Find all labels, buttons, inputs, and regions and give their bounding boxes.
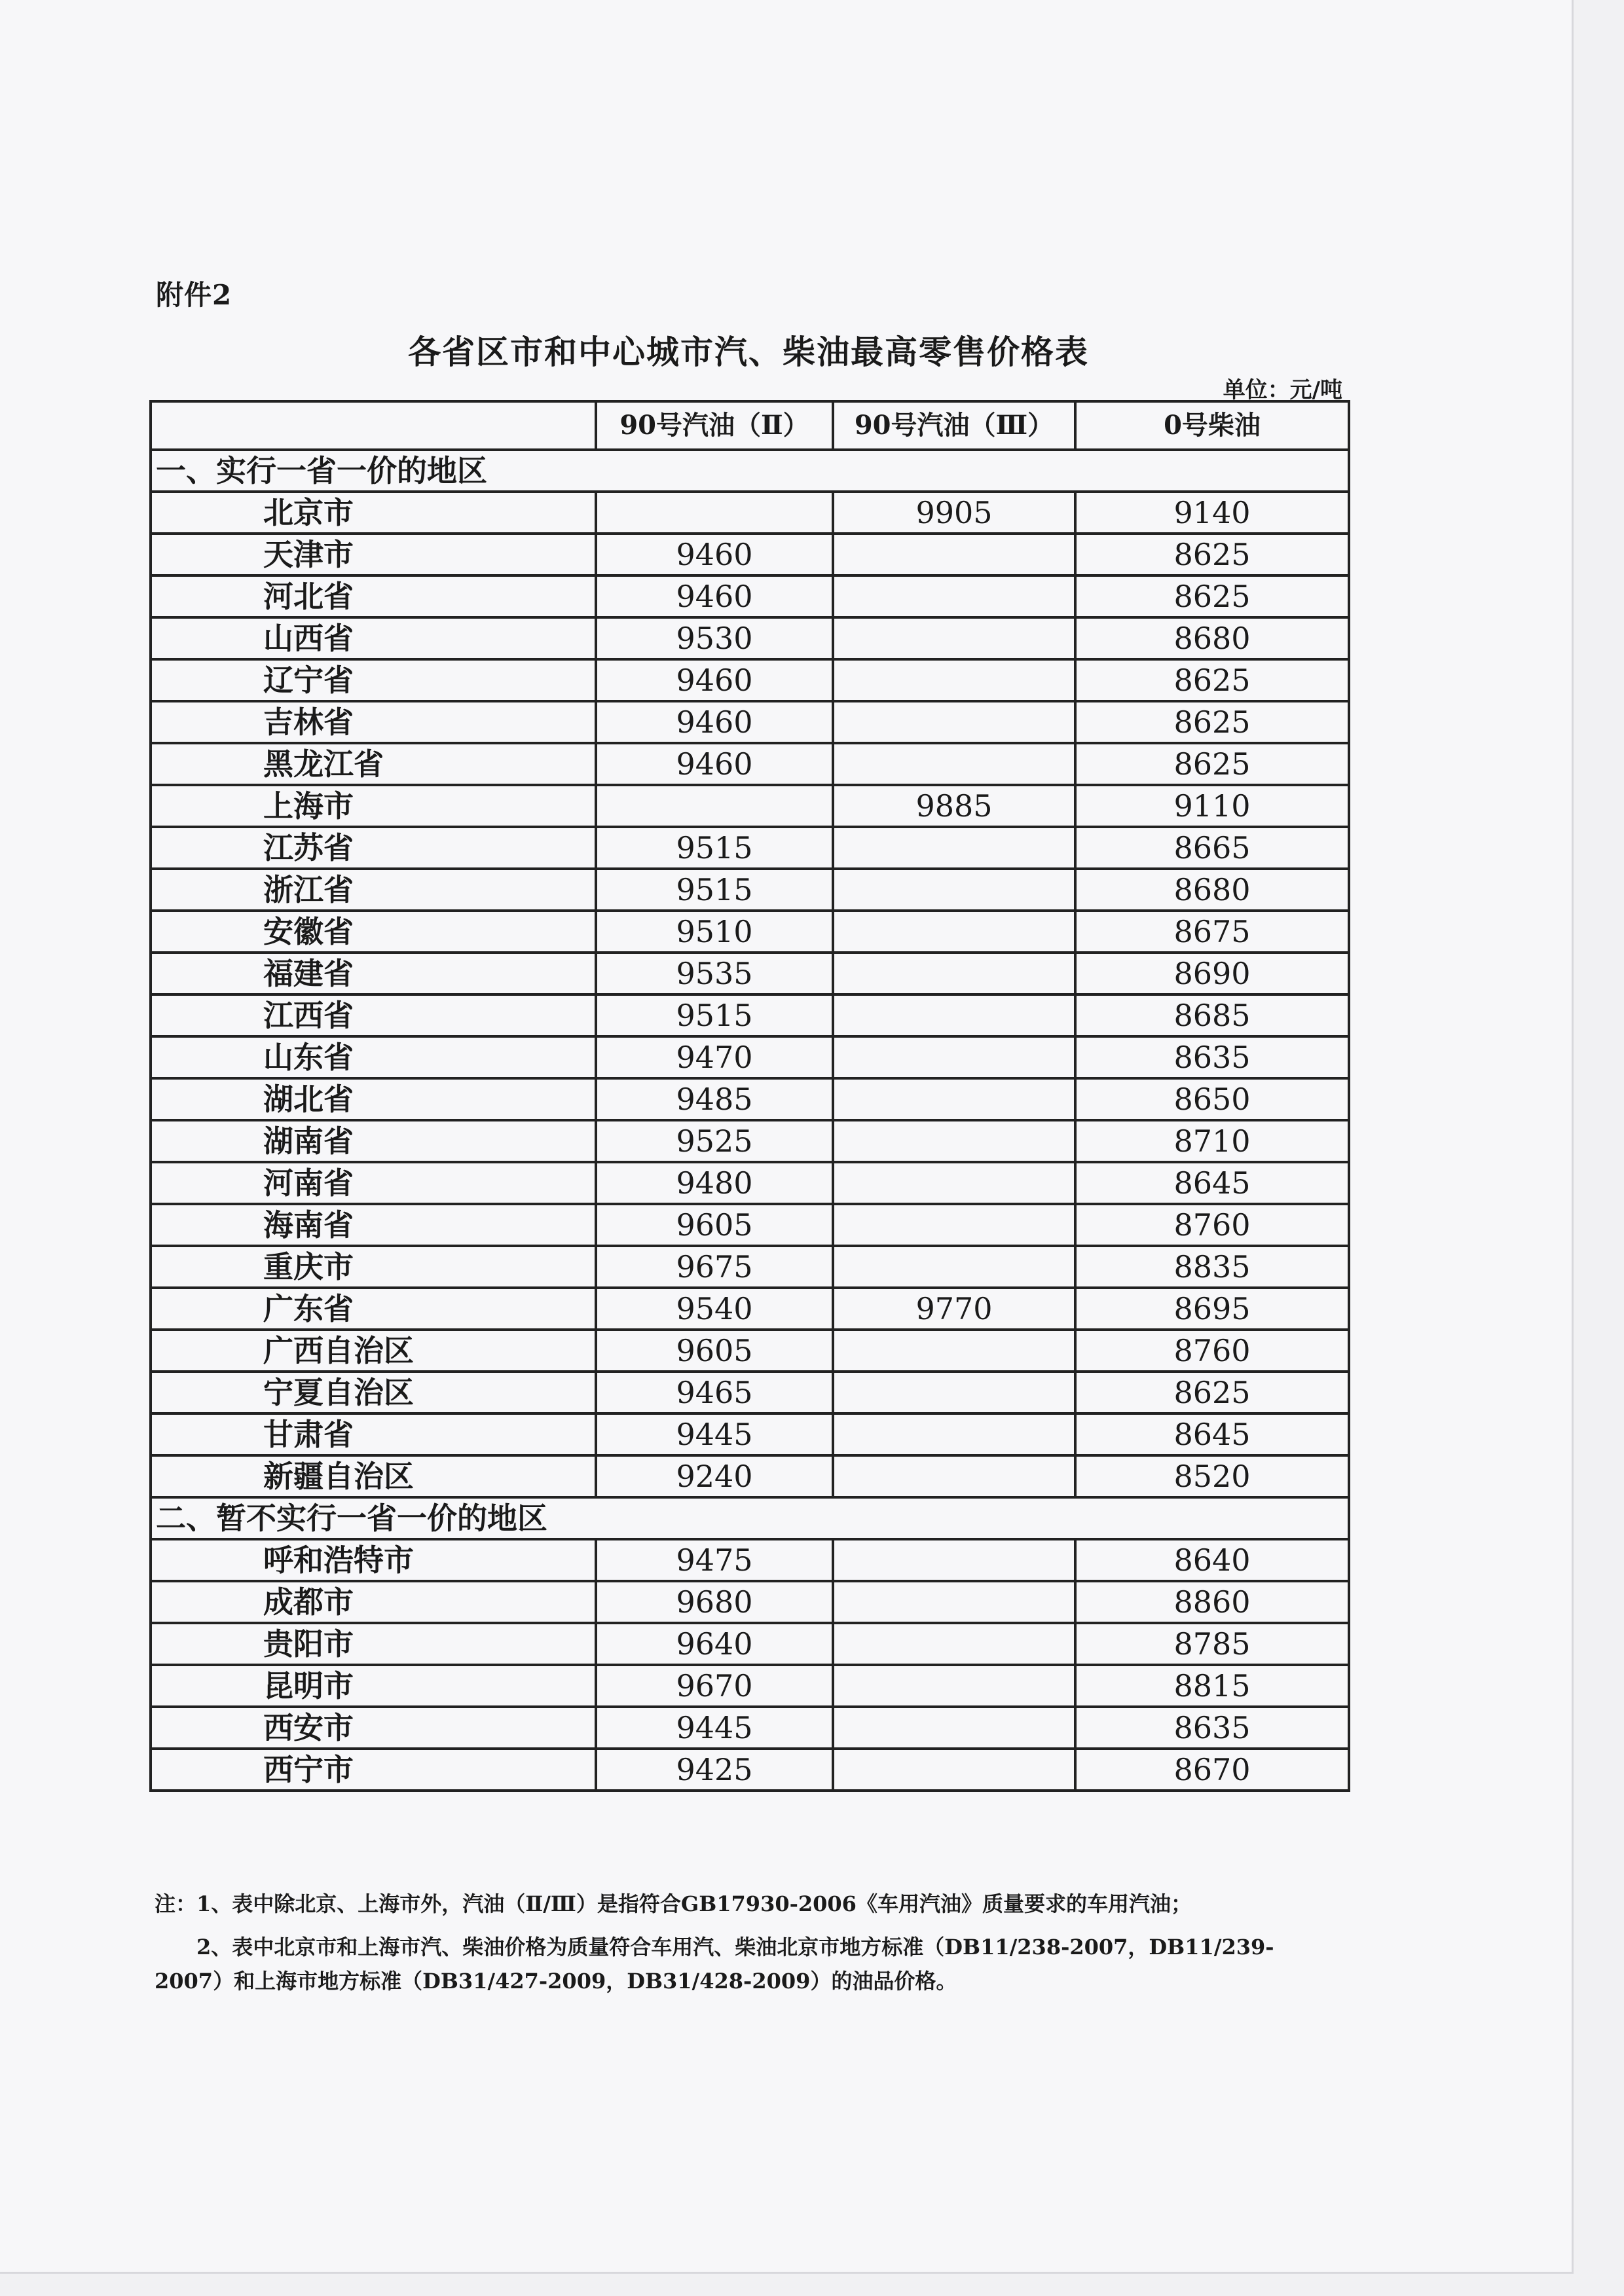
region-cell: 昆明市: [151, 1665, 596, 1707]
gasoline-90-iii-cell: [833, 1162, 1075, 1204]
region-cell: 山东省: [151, 1036, 596, 1078]
gasoline-90-ii-cell: 9605: [596, 1330, 833, 1372]
gasoline-90-iii-cell: [833, 869, 1075, 911]
table-header-row: [151, 401, 1349, 450]
region-cell: 安徽省: [151, 911, 596, 953]
region-cell: 辽宁省: [151, 659, 596, 701]
gasoline-90-iii-cell: [833, 1581, 1075, 1623]
gasoline-90-iii-cell: [833, 1413, 1075, 1455]
diesel-0-cell: 8670: [1075, 1749, 1349, 1791]
price-table: [149, 400, 1350, 1792]
table-row: [151, 1162, 1349, 1204]
gasoline-90-ii-cell: 9515: [596, 994, 833, 1036]
diesel-0-cell: 8675: [1075, 911, 1349, 953]
diesel-0-cell: 8680: [1075, 617, 1349, 659]
gasoline-90-ii-cell: 9470: [596, 1036, 833, 1078]
gasoline-90-ii-cell: [596, 492, 833, 534]
gasoline-90-iii-cell: [833, 575, 1075, 617]
gasoline-90-iii-cell: [833, 743, 1075, 785]
diesel-0-cell: 8520: [1075, 1455, 1349, 1497]
diesel-0-cell: 8680: [1075, 869, 1349, 911]
table-row: [151, 1455, 1349, 1497]
column-header-gasoline-90-ii: 90号汽油（Ⅱ）: [596, 401, 833, 450]
region-cell: 河南省: [151, 1162, 596, 1204]
diesel-0-cell: 8625: [1075, 575, 1349, 617]
diesel-0-cell: 8625: [1075, 701, 1349, 743]
diesel-0-cell: 8685: [1075, 994, 1349, 1036]
table-row: [151, 1623, 1349, 1665]
table-row: [151, 953, 1349, 994]
gasoline-90-iii-cell: [833, 953, 1075, 994]
region-cell: 宁夏自治区: [151, 1372, 596, 1413]
column-header-diesel-0: 0号柴油: [1075, 401, 1349, 450]
gasoline-90-iii-cell: [833, 827, 1075, 869]
diesel-0-cell: 8640: [1075, 1539, 1349, 1581]
gasoline-90-iii-cell: [833, 701, 1075, 743]
gasoline-90-iii-cell: [833, 994, 1075, 1036]
note-2: 2、表中北京市和上海市汽、柴油价格为质量符合车用汽、柴油北京市地方标准（DB11/238-2007，DB11/239-2007）和上海市地方标准（DB31/427-2009，DB31/428-2009）的油品价格。: [155, 1935, 1274, 1994]
attachment-label: 附件2: [156, 279, 232, 311]
gasoline-90-ii-cell: 9465: [596, 1372, 833, 1413]
region-cell: 河北省: [151, 575, 596, 617]
gasoline-90-iii-cell: 9905: [833, 492, 1075, 534]
gasoline-90-ii-cell: 9515: [596, 827, 833, 869]
region-cell: 西安市: [151, 1707, 596, 1749]
table-row: [151, 994, 1349, 1036]
gasoline-90-ii-cell: 9445: [596, 1413, 833, 1455]
diesel-0-cell: 8635: [1075, 1036, 1349, 1078]
diesel-0-cell: 8625: [1075, 534, 1349, 575]
price-table-body: [151, 401, 1349, 1791]
gasoline-90-iii-cell: [833, 534, 1075, 575]
gasoline-90-iii-cell: [833, 659, 1075, 701]
region-cell: 重庆市: [151, 1246, 596, 1288]
diesel-0-cell: 8625: [1075, 743, 1349, 785]
table-row: [151, 1665, 1349, 1707]
table-row: [151, 701, 1349, 743]
region-cell: 吉林省: [151, 701, 596, 743]
column-header-gasoline-90-iii: 90号汽油（Ⅲ）: [833, 401, 1075, 450]
region-cell: 天津市: [151, 534, 596, 575]
gasoline-90-ii-cell: 9510: [596, 911, 833, 953]
table-row: [151, 1036, 1349, 1078]
section-row: [151, 1497, 1349, 1539]
diesel-0-cell: 8760: [1075, 1330, 1349, 1372]
table-row: [151, 911, 1349, 953]
table-row: [151, 534, 1349, 575]
region-cell: 江苏省: [151, 827, 596, 869]
section-title: 二、暂不实行一省一价的地区: [151, 1497, 1349, 1539]
table-row: [151, 1707, 1349, 1749]
table-row: [151, 1204, 1349, 1246]
diesel-0-cell: 8650: [1075, 1078, 1349, 1120]
gasoline-90-ii-cell: 9515: [596, 869, 833, 911]
region-cell: 山西省: [151, 617, 596, 659]
gasoline-90-iii-cell: [833, 1623, 1075, 1665]
gasoline-90-iii-cell: [833, 911, 1075, 953]
region-cell: 北京市: [151, 492, 596, 534]
gasoline-90-ii-cell: 9240: [596, 1455, 833, 1497]
region-cell: 黑龙江省: [151, 743, 596, 785]
section-row: [151, 450, 1349, 492]
table-row: [151, 1413, 1349, 1455]
region-cell: 广西自治区: [151, 1330, 596, 1372]
table-row: [151, 1539, 1349, 1581]
gasoline-90-ii-cell: 9445: [596, 1707, 833, 1749]
diesel-0-cell: 8690: [1075, 953, 1349, 994]
diesel-0-cell: 8645: [1075, 1162, 1349, 1204]
gasoline-90-ii-cell: 9535: [596, 953, 833, 994]
region-cell: 广东省: [151, 1288, 596, 1330]
diesel-0-cell: 8635: [1075, 1707, 1349, 1749]
region-cell: 湖南省: [151, 1120, 596, 1162]
gasoline-90-ii-cell: [596, 785, 833, 827]
table-row: [151, 617, 1349, 659]
gasoline-90-iii-cell: 9885: [833, 785, 1075, 827]
diesel-0-cell: 8710: [1075, 1120, 1349, 1162]
table-row: [151, 1288, 1349, 1330]
gasoline-90-ii-cell: 9680: [596, 1581, 833, 1623]
gasoline-90-ii-cell: 9475: [596, 1539, 833, 1581]
gasoline-90-iii-cell: [833, 1036, 1075, 1078]
gasoline-90-iii-cell: [833, 1078, 1075, 1120]
gasoline-90-ii-cell: 9460: [596, 659, 833, 701]
region-cell: 新疆自治区: [151, 1455, 596, 1497]
diesel-0-cell: 9140: [1075, 492, 1349, 534]
gasoline-90-ii-cell: 9540: [596, 1288, 833, 1330]
note-1: 注：1、表中除北京、上海市外，汽油（Ⅱ/Ⅲ）是指符合GB17930-2006《车用汽油》质量要求的车用汽油；: [155, 1891, 1192, 1916]
section-title: 一、实行一省一价的地区: [151, 450, 1349, 492]
gasoline-90-iii-cell: [833, 1204, 1075, 1246]
region-cell: 湖北省: [151, 1078, 596, 1120]
diesel-0-cell: 8625: [1075, 1372, 1349, 1413]
table-row: [151, 1246, 1349, 1288]
column-header-region: [151, 401, 596, 450]
gasoline-90-ii-cell: 9425: [596, 1749, 833, 1791]
region-cell: 成都市: [151, 1581, 596, 1623]
region-cell: 贵阳市: [151, 1623, 596, 1665]
region-cell: 上海市: [151, 785, 596, 827]
gasoline-90-iii-cell: [833, 617, 1075, 659]
diesel-0-cell: 8645: [1075, 1413, 1349, 1455]
gasoline-90-ii-cell: 9460: [596, 534, 833, 575]
gasoline-90-ii-cell: 9675: [596, 1246, 833, 1288]
diesel-0-cell: 8815: [1075, 1665, 1349, 1707]
region-cell: 甘肃省: [151, 1413, 596, 1455]
gasoline-90-iii-cell: [833, 1665, 1075, 1707]
diesel-0-cell: 8665: [1075, 827, 1349, 869]
diesel-0-cell: 8695: [1075, 1288, 1349, 1330]
table-row: [151, 575, 1349, 617]
region-cell: 西宁市: [151, 1749, 596, 1791]
region-cell: 海南省: [151, 1204, 596, 1246]
table-row: [151, 1749, 1349, 1791]
table-row: [151, 1372, 1349, 1413]
table-row: [151, 1120, 1349, 1162]
gasoline-90-ii-cell: 9670: [596, 1665, 833, 1707]
gasoline-90-iii-cell: 9770: [833, 1288, 1075, 1330]
region-cell: 福建省: [151, 953, 596, 994]
gasoline-90-ii-cell: 9525: [596, 1120, 833, 1162]
table-row: [151, 785, 1349, 827]
gasoline-90-iii-cell: [833, 1372, 1075, 1413]
table-row: [151, 1078, 1349, 1120]
table-row: [151, 492, 1349, 534]
gasoline-90-ii-cell: 9485: [596, 1078, 833, 1120]
table-row: [151, 1330, 1349, 1372]
gasoline-90-iii-cell: [833, 1539, 1075, 1581]
diesel-0-cell: 8785: [1075, 1623, 1349, 1665]
gasoline-90-iii-cell: [833, 1246, 1075, 1288]
gasoline-90-iii-cell: [833, 1455, 1075, 1497]
gasoline-90-iii-cell: [833, 1707, 1075, 1749]
region-cell: 浙江省: [151, 869, 596, 911]
gasoline-90-iii-cell: [833, 1330, 1075, 1372]
diesel-0-cell: 8625: [1075, 659, 1349, 701]
table-row: [151, 869, 1349, 911]
table-row: [151, 1581, 1349, 1623]
gasoline-90-ii-cell: 9640: [596, 1623, 833, 1665]
gasoline-90-iii-cell: [833, 1749, 1075, 1791]
table-row: [151, 659, 1349, 701]
gasoline-90-ii-cell: 9605: [596, 1204, 833, 1246]
gasoline-90-ii-cell: 9460: [596, 701, 833, 743]
diesel-0-cell: 8760: [1075, 1204, 1349, 1246]
gasoline-90-ii-cell: 9460: [596, 575, 833, 617]
gasoline-90-ii-cell: 9460: [596, 743, 833, 785]
diesel-0-cell: 8860: [1075, 1581, 1349, 1623]
table-row: [151, 743, 1349, 785]
notes: [155, 1887, 1340, 2007]
region-cell: 呼和浩特市: [151, 1539, 596, 1581]
diesel-0-cell: 8835: [1075, 1246, 1349, 1288]
unit-label: 单位：元/吨: [1223, 377, 1342, 403]
document-title: 各省区市和中心城市汽、柴油最高零售价格表: [408, 333, 1089, 371]
table-row: [151, 827, 1349, 869]
gasoline-90-iii-cell: [833, 1120, 1075, 1162]
gasoline-90-ii-cell: 9480: [596, 1162, 833, 1204]
gasoline-90-ii-cell: 9530: [596, 617, 833, 659]
region-cell: 江西省: [151, 994, 596, 1036]
diesel-0-cell: 9110: [1075, 785, 1349, 827]
